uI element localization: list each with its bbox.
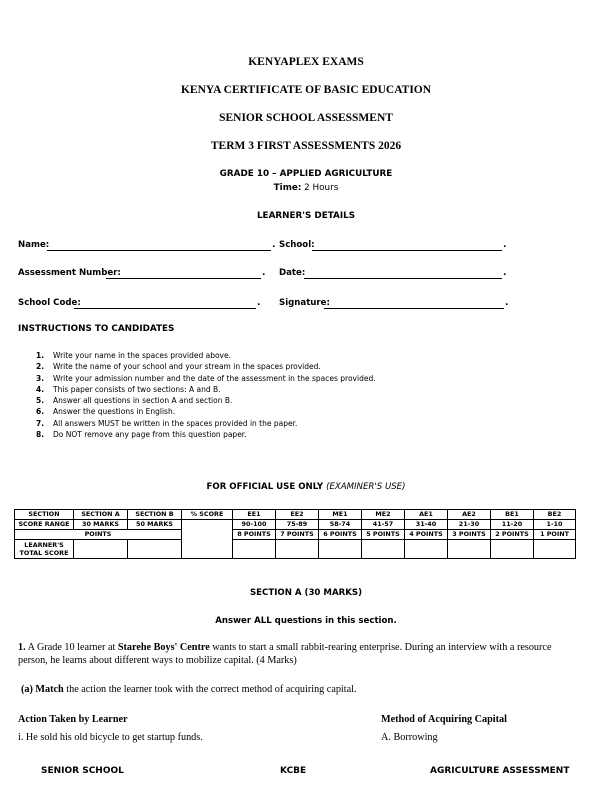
instruction-text: Do NOT remove any page from this question paper.: [53, 430, 247, 440]
instruction-item: [36, 374, 376, 385]
level-range: 90-100: [233, 520, 276, 530]
instruction-text: Write your name in the spaces provided above.: [53, 351, 231, 360]
school-dot: .: [503, 240, 507, 250]
instructions-title: INSTRUCTIONS TO CANDIDATES: [18, 324, 175, 334]
instruction-item: [36, 419, 376, 430]
assessment-number-dot: .: [262, 268, 266, 278]
instruction-item: [36, 407, 376, 418]
official-use-note: (EXAMINER'S USE): [326, 482, 406, 492]
section-a-score-cell[interactable]: [74, 540, 128, 559]
level-code: ME2: [362, 510, 405, 520]
level-code: AE2: [448, 510, 491, 520]
action-column-heading: Action Taken by Learner: [18, 714, 128, 725]
school-code-field[interactable]: [74, 308, 256, 309]
action-item: i. He sold his old bicycle to get startup funds.: [18, 732, 203, 743]
instruction-item: [36, 430, 376, 441]
level-points: 8 POINTS: [233, 530, 276, 540]
question-number: 1.: [18, 642, 26, 653]
level-score-cell[interactable]: [233, 540, 276, 559]
level-score-cell[interactable]: [405, 540, 448, 559]
name-dot: .: [272, 240, 276, 250]
percent-score-header: % SCORE: [182, 510, 233, 520]
instruction-number: 8.: [36, 430, 45, 440]
question-1a: [21, 684, 357, 695]
table-row: [15, 540, 576, 559]
instruction-text: Answer the questions in English.: [53, 407, 176, 417]
table-row: [15, 510, 576, 520]
level-score-cell[interactable]: [534, 540, 576, 559]
instruction-number: 6.: [36, 407, 45, 417]
score-table: [14, 509, 576, 559]
signature-label: Signature:: [279, 298, 330, 308]
exam-body-title: KENYAPLEX EXAMS: [248, 56, 364, 68]
footer-left: SENIOR SCHOOL: [41, 766, 124, 776]
level-points: 5 POINTS: [362, 530, 405, 540]
learner-details-heading: LEARNER'S DETAILS: [256, 211, 356, 221]
instruction-number: 1.: [36, 351, 45, 360]
instruction-number: 7.: [36, 418, 45, 428]
section-b-header: SECTION B: [128, 510, 182, 520]
level-score-cell[interactable]: [319, 540, 362, 559]
learner-total-label: LEARNER'S TOTAL SCORE: [15, 540, 74, 559]
points-label: POINTS: [15, 530, 182, 540]
level-code: EE2: [276, 510, 319, 520]
instruction-item: [36, 396, 376, 407]
official-use-label: FOR OFFICIAL USE ONLY: [206, 482, 324, 492]
section-a-marks: 30 MARKS: [74, 520, 128, 530]
level-points: 4 POINTS: [405, 530, 448, 540]
level-code: AE1: [405, 510, 448, 520]
level-code: EE1: [233, 510, 276, 520]
part-a-text: the action the learner took with the correct method of acquiring capital.: [66, 684, 357, 695]
percent-score-cell[interactable]: [182, 520, 233, 559]
table-row: [15, 520, 576, 530]
level-points: 3 POINTS: [448, 530, 491, 540]
method-column-heading: Method of Acquiring Capital: [381, 714, 507, 725]
footer-right: AGRICULTURE ASSESSMENT: [430, 766, 570, 776]
question-text-end: wants to start a small rabbit-rearing enterprise. During an interview with a resource person, he learns about different ways to mobilize capital. (4 Marks): [18, 642, 552, 666]
section-b-score-cell[interactable]: [128, 540, 182, 559]
date-label: Date:: [279, 268, 306, 278]
level-score-cell[interactable]: [276, 540, 319, 559]
time-label: Time:: [273, 183, 302, 193]
subject-title: GRADE 10 – APPLIED AGRICULTURE: [219, 169, 393, 179]
assessment-number-field[interactable]: [106, 278, 261, 279]
school-label: School:: [279, 240, 315, 250]
name-field[interactable]: [47, 250, 271, 251]
instruction-text: Write your admission number and the date of the assessment in the spaces provided.: [53, 373, 376, 383]
level-range: 31-40: [405, 520, 448, 530]
instruction-text: All answers MUST be written in the spaces provided in the paper.: [53, 418, 298, 428]
level-points: 7 POINTS: [276, 530, 319, 540]
instructions-list: [36, 351, 376, 441]
time-value: 2 Hours: [304, 183, 339, 193]
signature-dot: .: [505, 298, 509, 308]
instruction-text: Write the name of your school and your stream in the spaces provided.: [53, 362, 321, 372]
score-range-label: SCORE RANGE: [15, 520, 74, 530]
section-b-marks: 50 MARKS: [128, 520, 182, 530]
instruction-text: This paper consists of two sections: A and B.: [53, 384, 221, 394]
table-row: [15, 530, 576, 540]
footer-center: KCBE: [280, 766, 307, 776]
level-score-cell[interactable]: [448, 540, 491, 559]
date-field[interactable]: [304, 278, 502, 279]
instruction-number: 2.: [36, 362, 45, 372]
school-code-dot: .: [257, 298, 261, 308]
question-1: [18, 641, 578, 667]
level-range: 41-57: [362, 520, 405, 530]
assessment-number-label: Assessment Number:: [18, 268, 121, 278]
level-code: BE2: [534, 510, 576, 520]
section-a-instruction: Answer ALL questions in this section.: [215, 616, 397, 626]
level-points: 6 POINTS: [319, 530, 362, 540]
instruction-item: [36, 362, 376, 373]
section-a-header: SECTION A: [74, 510, 128, 520]
part-a-label: (a) Match: [21, 684, 64, 695]
instruction-text: Answer all questions in section A and section B.: [53, 396, 233, 406]
level-points: 2 POINTS: [491, 530, 534, 540]
name-label: Name:: [18, 240, 50, 250]
instruction-number: 5.: [36, 396, 45, 406]
term-title: TERM 3 FIRST ASSESSMENTS 2026: [210, 140, 402, 152]
instruction-item: [36, 351, 376, 362]
school-field[interactable]: [312, 250, 502, 251]
method-item: A. Borrowing: [381, 732, 438, 743]
certificate-title: KENYA CERTIFICATE OF BASIC EDUCATION: [180, 84, 432, 96]
section-a-title: SECTION A (30 MARKS): [249, 588, 363, 598]
level-code: BE1: [491, 510, 534, 520]
level-code: ME1: [319, 510, 362, 520]
school-code-label: School Code:: [18, 298, 81, 308]
instruction-number: 4.: [36, 384, 45, 394]
level-points: 1 POINT: [534, 530, 576, 540]
level-range: 1-10: [534, 520, 576, 530]
question-text-start: A Grade 10 learner at: [27, 642, 116, 653]
section-header: SECTION: [15, 510, 74, 520]
level-range: 75-89: [276, 520, 319, 530]
instruction-number: 3.: [36, 373, 45, 383]
instruction-item: [36, 385, 376, 396]
level-range: 58-74: [319, 520, 362, 530]
time-line: [0, 183, 612, 193]
date-dot: .: [503, 268, 507, 278]
signature-field[interactable]: [324, 308, 504, 309]
level-score-cell[interactable]: [362, 540, 405, 559]
official-use-heading: [0, 482, 612, 492]
level-score-cell[interactable]: [491, 540, 534, 559]
assessment-title: SENIOR SCHOOL ASSESSMENT: [219, 112, 393, 124]
school-name: Starehe Boys' Centre: [117, 642, 210, 653]
level-range: 11-20: [491, 520, 534, 530]
level-range: 21-30: [448, 520, 491, 530]
